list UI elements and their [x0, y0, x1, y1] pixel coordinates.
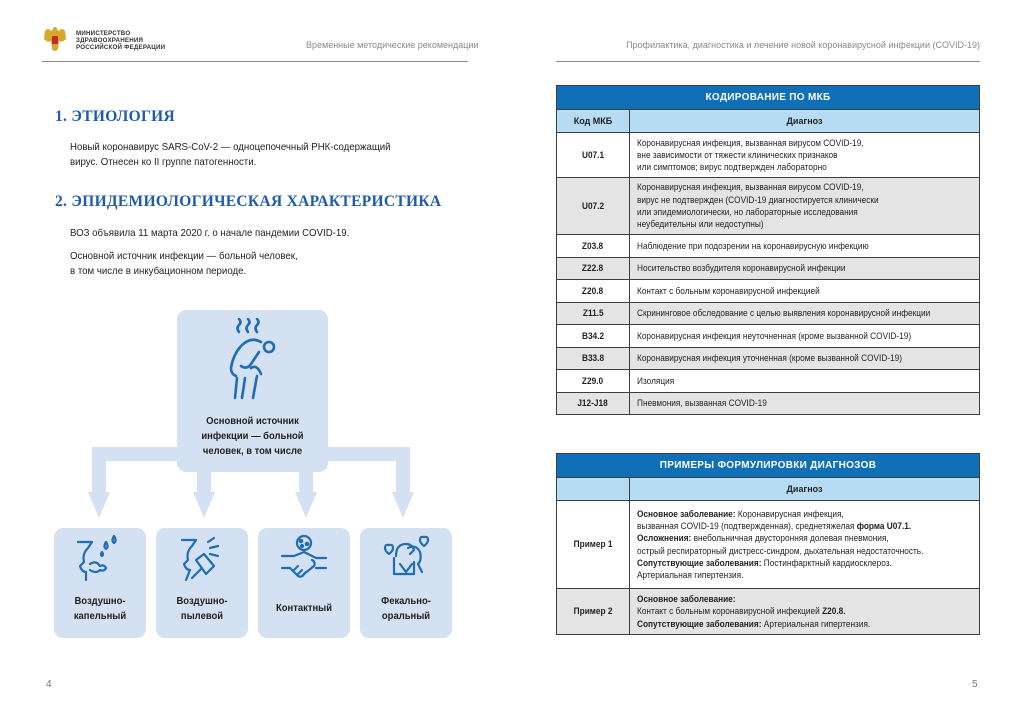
- table-row: Z11.5 Скрининговое обследование с целью выявления коронавирусной инфекции: [557, 302, 980, 325]
- connector: [92, 447, 106, 493]
- logo-line: МИНИСТЕРСТВО: [76, 29, 131, 37]
- column-header-code: Код МКБ: [557, 110, 630, 133]
- arrow-down-icon: [193, 492, 215, 518]
- diagnosis-examples-table: [556, 453, 980, 635]
- handshake-icon: [280, 534, 328, 584]
- etiology-text: Новый коронавирус SARS-CoV-2 — одноцепочечный РНК-содержащий вирус. Отнесен ко II группе патогенности.: [70, 141, 391, 168]
- route-label: Воздушно- капельный: [73, 595, 127, 622]
- route-label: Воздушно- пылевой: [176, 595, 228, 622]
- infection-source-box: [177, 310, 328, 472]
- column-header-diagnosis: Диагноз: [630, 110, 980, 133]
- running-header-left: Временные методические рекомендации: [306, 40, 479, 50]
- column-header-diagnosis: Диагноз: [630, 478, 980, 501]
- section-heading-etiology: 1. ЭТИОЛОГИЯ: [55, 108, 176, 125]
- table-row: B34.2 Коронавирусная инфекция неуточненная (кроме вызванной COVID-19): [557, 325, 980, 348]
- route-fecal-oral: [360, 528, 452, 638]
- who-pandemic-text: ВОЗ объявила 11 марта 2020 г. о начале пандемии COVID-19.: [70, 227, 350, 239]
- page-number-right: 5: [972, 679, 978, 690]
- header-divider-right: [556, 61, 980, 62]
- header-divider-left: [42, 61, 468, 62]
- table-row: Пример 1 Основное заболевание: Коронавирусная инфекция, вызванная COVID-19 (подтвержденная), среднетяжелая форма U07.1. Осложнения: внебольничная двусторонняя долевая пневмония, острый респираторный дистресс-синдром, дыхательная недостаточность. Сопутствующие заболевания: Постинфарктный кардиосклероз. Артериальная гипертензия.: [557, 501, 980, 589]
- route-label: Контактный: [275, 602, 333, 614]
- ministry-logo: [42, 25, 165, 55]
- table-row: J12-J18 Пневмония, вызванная COVID-19: [557, 392, 980, 415]
- arrow-down-icon: [295, 492, 317, 518]
- route-label: Фекально- оральный: [381, 595, 431, 622]
- infection-source-text: Основной источник инфекции — больной человек, в том числе в инкубационном периоде.: [70, 250, 298, 277]
- connector: [299, 470, 313, 493]
- table-row: Z22.8 Носительство возбудителя коронавирусной инфекции: [557, 257, 980, 280]
- sneeze-droplets-icon: [76, 534, 124, 584]
- route-airborne-droplet: [54, 528, 146, 638]
- arrow-down-icon: [392, 492, 414, 518]
- section-heading-epidemiology: 2. ЭПИДЕМИОЛОГИЧЕСКАЯ ХАРАКТЕРИСТИКА: [55, 193, 442, 210]
- logo-line: РОССИЙСКОЙ ФЕДЕРАЦИИ: [76, 43, 166, 51]
- table-row: U07.1 Коронавирусная инфекция, вызванная вирусом COVID-19, вне зависимости от тяжести клинических признаков или симптомов; вирус подтвержден лабораторно: [557, 133, 980, 178]
- logo-line: ЗДРАВООХРАНЕНИЯ: [76, 36, 144, 44]
- infection-source-label: Основной источник инфекции — больной человек, в том числе: [201, 415, 304, 457]
- table-row: Z20.8 Контакт с больным коронавирусной инфекцией: [557, 280, 980, 303]
- table-row: Пример 2 Основное заболевание: Контакт с больным коронавирусной инфекцией Z20.8. Сопутствующие заболевания: Артериальная гипертензия.: [557, 589, 980, 635]
- table-row: B33.8 Коронавирусная инфекция уточненная (кроме вызванной COVID-19): [557, 347, 980, 370]
- route-contact: [258, 528, 350, 638]
- coat-of-arms-icon: [42, 25, 68, 55]
- route-airborne-dust: [156, 528, 248, 638]
- table-title: КОДИРОВАНИЕ ПО МКБ: [557, 86, 980, 110]
- connector: [396, 447, 410, 493]
- running-header-right: Профилактика, диагностика и лечение новой коронавирусной инфекции (COVID-19): [626, 40, 980, 50]
- connector: [197, 470, 211, 493]
- mkb-coding-table: [556, 85, 980, 415]
- arrow-down-icon: [88, 492, 110, 518]
- table-row: Z29.0 Изоляция: [557, 370, 980, 393]
- table-title: ПРИМЕРЫ ФОРМУЛИРОВКИ ДИАГНОЗОВ: [557, 454, 980, 478]
- sick-person-icon: [223, 318, 283, 408]
- kiss-icon: [382, 534, 430, 584]
- table-row: U07.2 Коронавирусная инфекция, вызванная вирусом COVID-19, вирус не подтвержден (COVID-19 диагностируется клинически или эпидемиологически, но лабораторные исследования неубедительны или недоступны): [557, 178, 980, 235]
- table-row: Z03.8 Наблюдение при подозрении на коронавирусную инфекцию: [557, 235, 980, 258]
- page-number-left: 4: [46, 679, 52, 690]
- dust-inhale-icon: [178, 534, 226, 584]
- column-header-empty: [557, 478, 630, 501]
